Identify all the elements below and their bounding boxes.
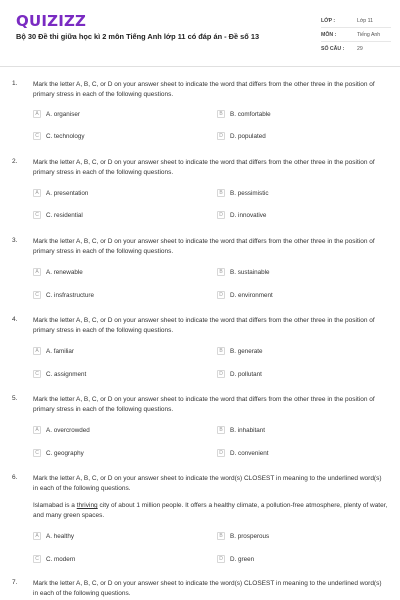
underlined-word: thriving [76,502,98,509]
question-text: Mark the letter A, B, C, or D on your answer sheet to indicate the word that differs from the other three in the position of primary stress in each of the following questions. [33,238,375,255]
option-text: B. prosperous [230,532,270,540]
option-letter: A [33,110,41,118]
option-text: D. innovative [230,211,267,219]
option-text: C. insfrastructure [46,291,94,299]
meta-key: LỚP : [321,17,336,24]
passage-text: city of about 1 million people. It offers a healthy climate, a pollution-free atmosphere, plenty of water, and many green spaces. [33,502,388,519]
meta-row-grade [321,14,391,28]
option-b[interactable] [217,267,270,277]
option-text: D. convenient [230,449,269,457]
option-text: C. technology [46,132,85,140]
meta-key: SỐ CÂU : [321,45,345,52]
question-text: Mark the letter A, B, C, or D on your answer sheet to indicate the word that differs from the other three in the position of primary stress in each of the following questions. [33,396,375,413]
option-a[interactable] [33,346,74,356]
option-text: C. modern [46,555,76,563]
option-d[interactable] [217,290,273,300]
question-number: 3. [12,237,18,244]
option-text: B. comfortable [230,110,271,118]
passage-text: Islamabad is a [33,502,77,509]
question-text: Mark the letter A, B, C, or D on your answer sheet to indicate the word(s) CLOSEST in meaning to the underlined word(s) in each of the following questions. [33,475,382,492]
option-text: C. residential [46,211,83,219]
question-number: 2. [12,158,18,165]
option-letter: A [33,426,41,434]
option-letter: A [33,268,41,276]
option-letter: B [217,268,225,276]
option-a[interactable] [33,188,88,198]
question-number: 6. [12,474,18,481]
question-text: Mark the letter A, B, C, or D on your answer sheet to indicate the word that differs from the other three in the position of primary stress in each of the following questions. [33,317,375,334]
option-letter: D [217,132,225,140]
question-text: Mark the letter A, B, C, or D on your answer sheet to indicate the word that differs from the other three in the position of primary stress in each of the following questions. [33,81,375,98]
option-letter: B [217,426,225,434]
option-letter: D [217,211,225,219]
option-a[interactable] [33,267,83,277]
meta-value: Lớp 11 [357,17,373,24]
option-letter: B [217,347,225,355]
option-letter: C [33,211,41,219]
meta-value: Tiếng Anh [357,31,381,38]
option-c[interactable] [33,131,85,141]
option-a[interactable] [33,425,90,435]
option-d[interactable] [217,369,262,379]
option-text: C. geography [46,449,84,457]
option-b[interactable] [217,425,265,435]
option-letter: D [217,291,225,299]
question-passage [33,501,388,520]
option-letter: B [217,189,225,197]
option-text: D. green [230,555,255,563]
option-c[interactable] [33,290,94,300]
option-letter: C [33,132,41,140]
question-text: Mark the letter A, B, C, or D on your answer sheet to indicate the word(s) CLOSEST in meaning to the underlined word(s) in each of the following questions. [33,580,382,597]
option-text: B. sustainable [230,268,270,276]
meta-table [321,14,391,55]
option-letter: B [217,532,225,540]
option-letter: C [33,291,41,299]
option-text: D. pollutant [230,370,262,378]
option-a[interactable] [33,531,74,541]
question-number: 5. [12,395,18,402]
option-d[interactable] [217,210,266,220]
option-letter: C [33,370,41,378]
option-letter: D [217,449,225,457]
option-a[interactable] [33,109,80,119]
question-text: Mark the letter A, B, C, or D on your answer sheet to indicate the word that differs from the other three in the position of primary stress in each of the following questions. [33,159,375,176]
option-letter: C [33,449,41,457]
option-letter: A [33,347,41,355]
option-text: C. assignment [46,370,87,378]
option-text: A. presentation [46,189,89,197]
question-number: 4. [12,316,18,323]
option-text: A. overcrowded [46,426,90,434]
option-letter: D [217,370,225,378]
option-text: B. pessimistic [230,189,269,197]
option-text: A. organiser [46,110,80,118]
option-c[interactable] [33,369,86,379]
option-d[interactable] [217,448,269,458]
option-d[interactable] [217,554,254,564]
option-text: D. environment [230,291,273,299]
page-header [0,0,400,70]
option-b[interactable] [217,109,271,119]
option-text: A. familiar [46,347,74,355]
document-title: Bộ 30 Đề thi giữa học kì 2 môn Tiếng Anh lớp 11 có đáp án - Đề số 13 [16,32,260,41]
option-letter: B [217,110,225,118]
question-number: 7. [12,579,18,586]
option-text: B. inhabitant [230,426,266,434]
option-c[interactable] [33,554,75,564]
option-b[interactable] [217,188,269,198]
option-text: B. generate [230,347,263,355]
option-letter: A [33,189,41,197]
meta-value: 29 [357,45,363,52]
quizizz-logo: QUIZIZZ [16,12,87,30]
option-letter: A [33,532,41,540]
option-d[interactable] [217,131,266,141]
option-text: A. healthy [46,532,75,540]
option-text: A. renewable [46,268,83,276]
option-letter: D [217,555,225,563]
meta-key: MÔN : [321,31,337,38]
option-b[interactable] [217,531,269,541]
header-divider [0,66,400,67]
meta-row-subject [321,28,391,42]
option-b[interactable] [217,346,263,356]
meta-row-count [321,42,391,55]
option-c[interactable] [33,210,83,220]
option-text: D. populated [230,132,266,140]
option-letter: C [33,555,41,563]
question-number: 1. [12,80,18,87]
option-c[interactable] [33,448,84,458]
